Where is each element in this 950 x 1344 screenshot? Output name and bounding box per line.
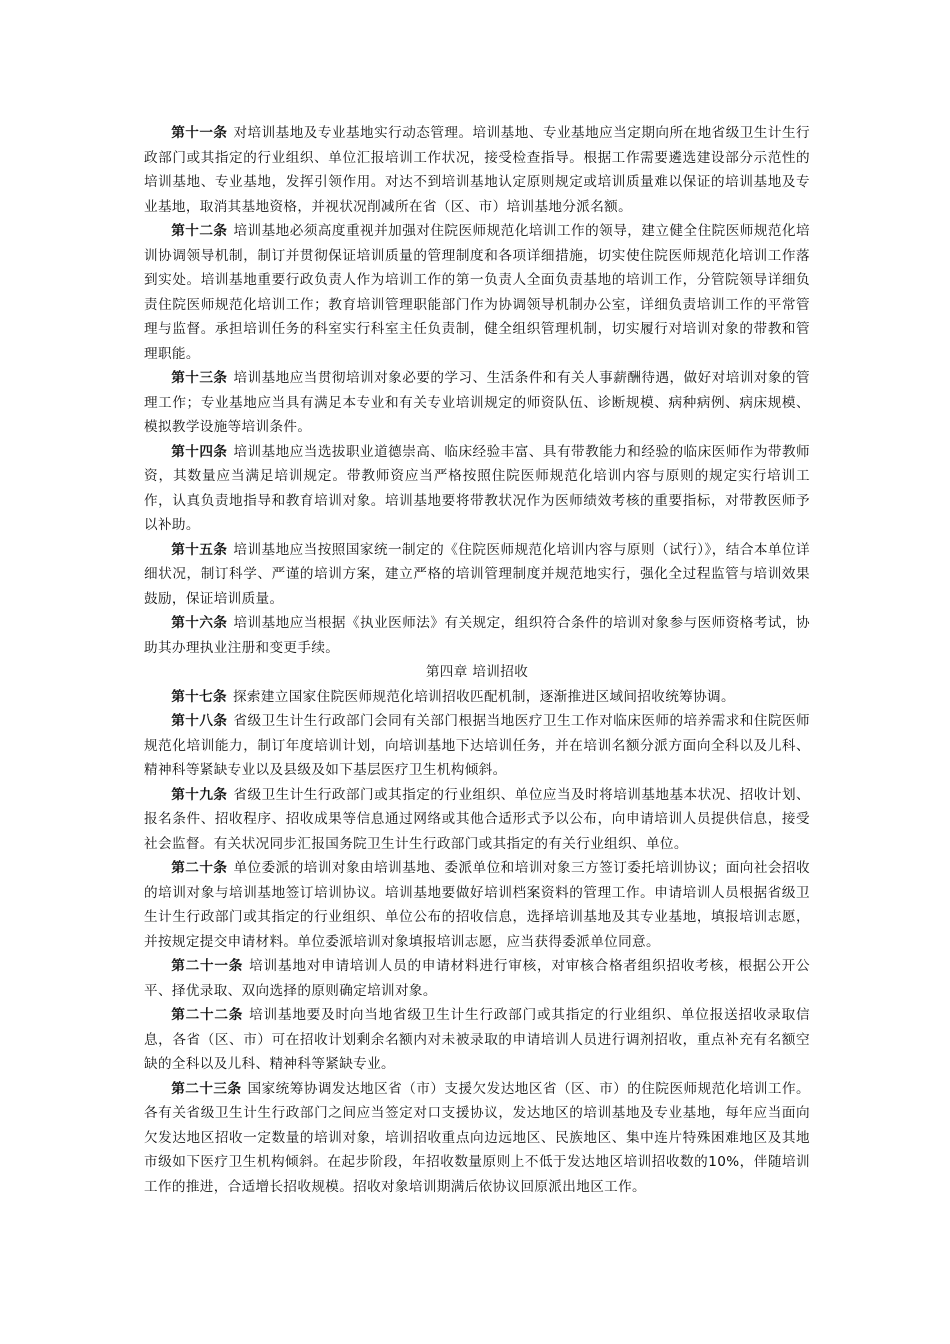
article-label: 第十九条 bbox=[171, 786, 228, 803]
article-13 bbox=[144, 366, 810, 440]
article-label: 第二十二条 bbox=[171, 1007, 244, 1023]
article-label: 第十二条 bbox=[171, 223, 228, 239]
article-16 bbox=[144, 611, 810, 660]
article-text: 培训基地应当根据《执业医师法》有关规定，组织符合条件的培训对象参与医师资格考试，协助其办理执业注册和变更手续。 bbox=[144, 615, 810, 656]
article-11 bbox=[144, 121, 810, 219]
article-text: 培训基地应当选拔职业道德崇高、临床经验丰富、具有带教能力和经验的临床医师作为带教师资，其数量应当满足培训规定。带教师资应当严格按照住院医师规范化培训内容与原则的规定实行培训工作，认真负责地指导和教育培训对象。培训基地要将带教状况作为医师绩效考核的重要指标，对带教医师予以补助。 bbox=[144, 443, 810, 533]
chapter-title: 第四章 培训招收 bbox=[425, 664, 529, 680]
article-text: 培训基地要及时向当地省级卫生计生行政部门或其指定的行业组织、单位报送招收录取信息，各省（区、市）可在招收计划剩余名额内对未被录取的申请培训人员进行调剂招收，重点补充有名额空缺的全科以及儿科、精神科等紧缺专业。 bbox=[144, 1007, 810, 1072]
article-22 bbox=[144, 1003, 810, 1077]
article-20 bbox=[144, 856, 810, 954]
document-body bbox=[144, 121, 810, 1199]
article-label: 第十五条 bbox=[171, 541, 228, 558]
article-21 bbox=[144, 954, 810, 1003]
article-text: 省级卫生计生行政部门或其指定的行业组织、单位应当及时将培训基地基本状况、招收计划、报名条件、招收程序、招收成果等信息通过网络或其他合适形式予以公布，向申请培训人员提供信息，接受社会监督。有关状况同步汇报国务院卫生计生行政部门或其指定的有关行业组织、单位。 bbox=[144, 786, 810, 852]
article-label: 第十七条 bbox=[171, 688, 227, 705]
article-23 bbox=[144, 1077, 810, 1200]
article-label: 第十一条 bbox=[171, 125, 228, 141]
article-label: 第二十条 bbox=[171, 860, 228, 876]
article-17 bbox=[144, 685, 810, 710]
article-label: 第二十一条 bbox=[171, 958, 244, 974]
article-18 bbox=[144, 709, 810, 783]
article-text: 探索建立国家住院医师规范化培训招收匹配机制，逐渐推进区域间招收统筹协调。 bbox=[232, 688, 735, 705]
article-text: 培训基地必须高度重视并加强对住院医师规范化培训工作的领导，建立健全住院医师规范化培训协调领导机制，制订并贯彻保证培训质量的管理制度和各项详细措施，切实使住院医师规范化培训工作落到实处。培训基地重要行政负责人作为培训工作的第一负责人全面负责基地的培训工作，分管院领导详细负责住院医师规范化培训工作；教育培训管理职能部门作为协调领导机制办公室，详细负责培训工作的平常管理与监督。承担培训任务的科室实行科室主任负责制，健全组织管理机制，切实履行对培训对象的带教和管理职能。 bbox=[144, 223, 810, 362]
article-text: 培训基地对申请培训人员的申请材料进行审核，对审核合格者组织招收考核，根据公开公平、择优录取、双向选择的原则确定培训对象。 bbox=[144, 958, 810, 999]
article-text: 单位委派的培训对象由培训基地、委派单位和培训对象三方签订委托培训协议；面向社会招收的培训对象与培训基地签订培训协议。培训基地要做好培训档案资料的管理工作。申请培训人员根据省级卫生计生行政部门或其指定的行业组织、单位公布的招收信息，选择培训基地及其专业基地，填报培训志愿，并按规定提交申请材料。单位委派培训对象填报培训志愿，应当获得委派单位同意。 bbox=[144, 860, 810, 950]
article-text: 对培训基地及专业基地实行动态管理。培训基地、专业基地应当定期向所在地省级卫生计生行政部门或其指定的行业组织、单位汇报培训工作状况，接受检查指导。根据工作需要遴选建设部分示范性的培训基地、专业基地，发挥引领作用。对达不到培训基地认定原则规定或培训质量难以保证的培训基地及专业基地，取消其基地资格，并视状况削减所在省（区、市）培训基地分派名额。 bbox=[144, 125, 810, 215]
article-text: 培训基地应当按照国家统一制定的《住院医师规范化培训内容与原则（试行）》，结合本单位详细状况，制订科学、严谨的培训方案，建立严格的培训管理制度并规范地实行，强化全过程监管与培训效果鼓励，保证培训质量。 bbox=[144, 541, 810, 607]
article-label: 第十六条 bbox=[171, 615, 228, 631]
article-label: 第十八条 bbox=[171, 713, 228, 729]
article-label: 第十三条 bbox=[171, 370, 228, 386]
article-label: 第十四条 bbox=[171, 443, 228, 460]
article-text: 培训基地应当贯彻培训对象必要的学习、生活条件和有关人事薪酬待遇，做好对培训对象的管理工作；专业基地应当具有满足本专业和有关专业培训规定的师资队伍、诊断规模、病种病例、病床规模、模拟教学设施等培训条件。 bbox=[144, 370, 810, 435]
article-14 bbox=[144, 440, 810, 538]
article-text: 国家统筹协调发达地区省（市）支援欠发达地区省（区、市）的住院医师规范化培训工作。各有关省级卫生计生行政部门之间应当签定对口支援协议，发达地区的培训基地及专业基地，每年应当面向欠发达地区招收一定数量的培训对象，培训招收重点向边远地区、民族地区、集中连片特殊困难地区及其地市级如下医疗卫生机构倾斜。在起步阶段，年招收数量原则上不低于发达地区培训招收数的10%，伴随培训工作的推进，合适增长招收规模。招收对象培训期满后依协议回原派出地区工作。 bbox=[144, 1080, 810, 1195]
article-12 bbox=[144, 219, 810, 366]
article-label: 第二十三条 bbox=[171, 1080, 242, 1097]
article-text: 省级卫生计生行政部门会同有关部门根据当地医疗卫生工作对临床医师的培养需求和住院医师规范化培训能力，制订年度培训计划，向培训基地下达培训任务，并在培训名额分派方面向全科以及儿科、精神科等紧缺专业以及县级及如下基层医疗卫生机构倾斜。 bbox=[144, 713, 810, 778]
article-15 bbox=[144, 538, 810, 612]
article-19 bbox=[144, 783, 810, 857]
